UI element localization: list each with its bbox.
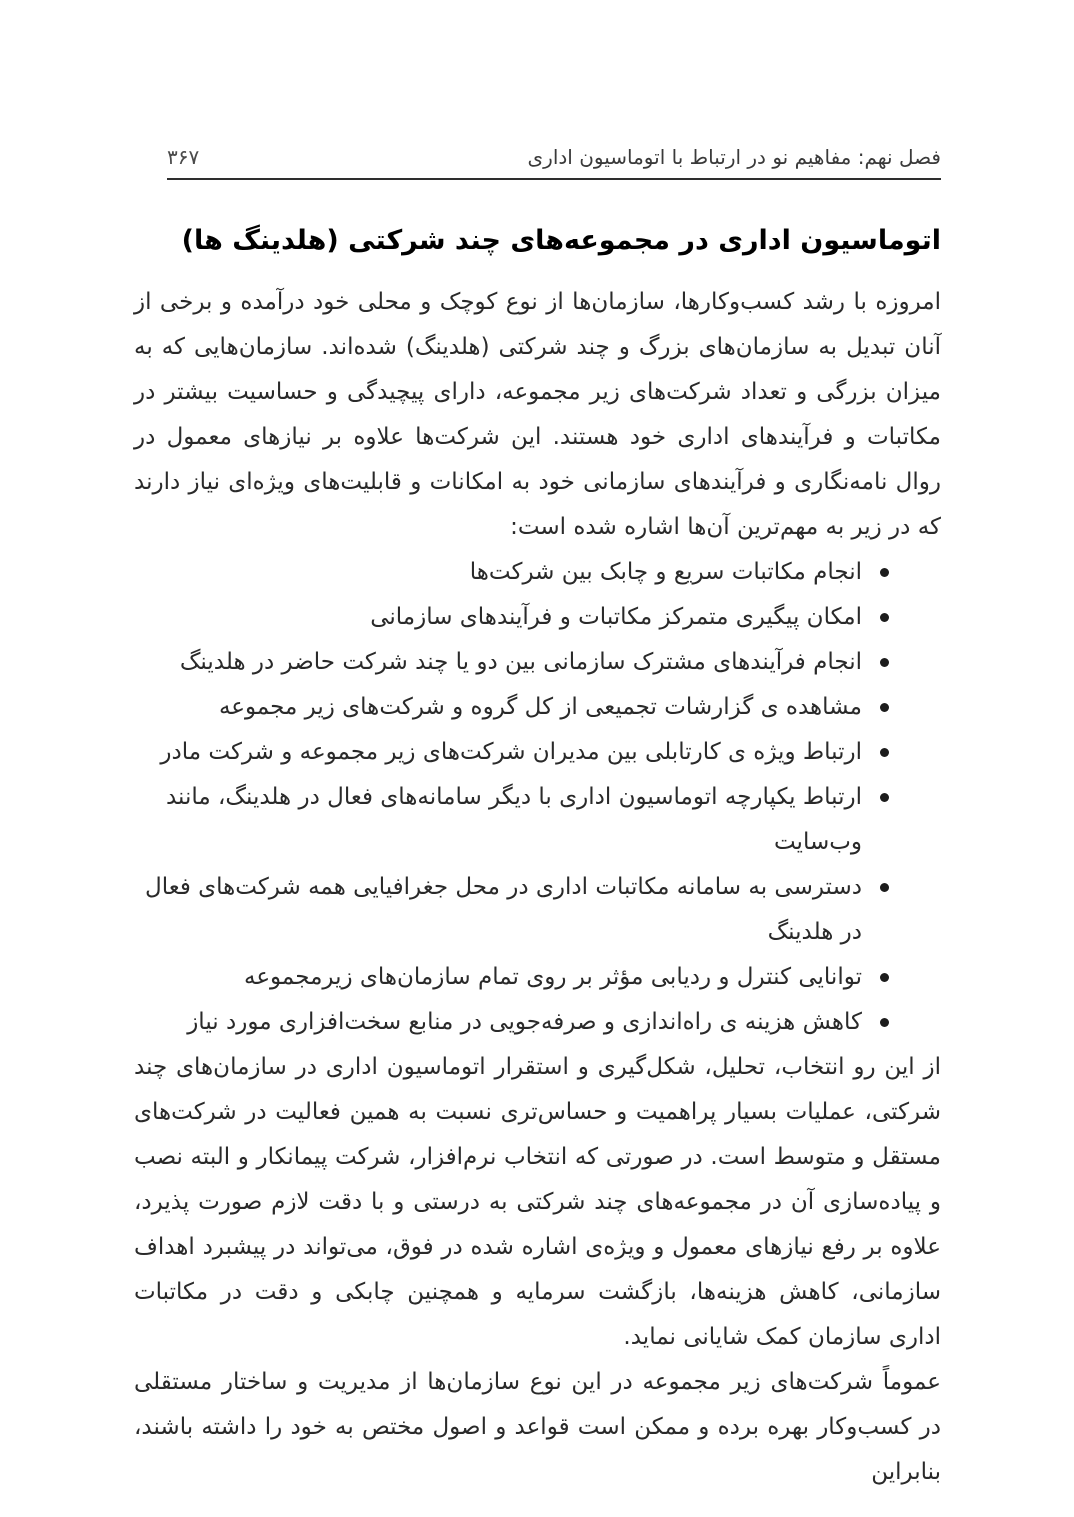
list-item — [134, 685, 941, 730]
list-item-text: کاهش هزینه ی راه‌اندازی و صرفه‌جویی در منابع سخت‌افزاری مورد نیاز — [187, 1009, 862, 1035]
list-item — [134, 595, 941, 640]
bullet-icon — [880, 793, 889, 802]
list-item — [134, 775, 941, 865]
paragraph-selection: از این رو انتخاب، تحلیل، شکل‌گیری و استقرار اتوماسیون اداری در سازمان‌های چند شرکتی، عملیات بسیار پراهمیت و حساس‌تری نسبت به همین فعالیت در شرکت‌های مستقل و متوسط است. در صورتی که انتخاب نرم‌افزار، شرکت پیمانکار و البته نصب و پیاده‌سازی آن در مجموعه‌های چند شرکتی به درستی و با دقت لازم صورت پذیرد، علاوه بر رفع نیازهای معمول و ویژه‌ی اشاره شده در فوق، می‌تواند در پیشبرد اهداف سازمانی، کاهش هزینه‌ها، بازگشت سرمایه و همچنین چابکی و دقت در مکاتبات اداری سازمان کمک شایانی نماید. — [134, 1054, 941, 1350]
list-item-text: انجام مکاتبات سریع و چابک بین شرکت‌ها — [469, 559, 862, 585]
list-item — [134, 550, 941, 595]
list-item — [134, 730, 941, 775]
list-item-text: توانایی کنترل و ردیابی مؤثر بر روی تمام سازمان‌های زیرمجموعه — [243, 964, 862, 990]
page-number: ۳۶۷ — [167, 145, 200, 169]
header-rule — [167, 178, 941, 180]
list-item-text: امکان پیگیری متمرکز مکاتبات و فرآیندهای سازمانی — [370, 604, 862, 630]
list-item — [134, 1000, 941, 1045]
bullet-icon — [880, 568, 889, 577]
paragraph-intro: امروزه با رشد کسب‌وکارها، سازمان‌ها از نوع کوچک و محلی خود درآمده و برخی از آنان تبدیل به سازمان‌های بزرگ و چند شرکتی (هلدینگ) شده‌اند. سازمان‌هایی که به میزان بزرگی و تعداد شرکت‌های زیر مجموعه، دارای پیچیدگی و حساسیت بیشتر در مکاتبات و فرآیندهای اداری خود هستند. این شرکت‌ها علاوه بر نیازهای معمول در روال نامه‌نگاری و فرآیندهای سازمانی خود به امکانات و قابلیت‌های ویژه‌ای نیاز دارند که در زیر به مهم‌ترین آن‌ها اشاره شده است: — [134, 289, 941, 540]
bullet-icon — [880, 883, 889, 892]
section-heading: اتوماسیون اداری در مجموعه‌های چند شرکتی (هلدینگ ها) — [181, 225, 941, 256]
paragraph-subsidiaries: عموماً شرکت‌های زیر مجموعه در این نوع سازمان‌ها از مدیریت و ساختار مستقلی در کسب‌وکار بهره برده و ممکن است قواعد و اصول مختص به خود را داشته باشند، بنابراین — [134, 1369, 941, 1485]
list-item-text: ارتباط یکپارچه اتوماسیون اداری با دیگر سامانه‌های فعال در هلدینگ، مانند وب‌سایت — [165, 784, 862, 855]
list-item — [134, 640, 941, 685]
list-item-text: انجام فرآیندهای مشترک سازمانی بین دو یا چند شرکت حاضر در هلدینگ — [179, 649, 862, 675]
bullet-icon — [880, 703, 889, 712]
bullet-icon — [880, 748, 889, 757]
bullet-icon — [880, 973, 889, 982]
bullet-icon — [880, 1018, 889, 1027]
bullet-icon — [880, 658, 889, 667]
running-header — [134, 143, 941, 171]
list-item — [134, 865, 941, 955]
list-item-text: ارتباط ویژه ی کارتابلی بین مدیران شرکت‌های زیر مجموعه و شرکت مادر — [160, 739, 862, 765]
running-header-title: فصل نهم: مفاهیم نو در ارتباط با اتوماسیون اداری — [527, 145, 941, 169]
bullet-icon — [880, 613, 889, 622]
list-item — [134, 955, 941, 1000]
list-item-text: مشاهده ی گزارشات تجمیعی از کل گروه و شرکت‌های زیر مجموعه — [218, 694, 862, 720]
list-item-text: دسترسی به سامانه مکاتبات اداری در محل جغرافیایی همه شرکت‌های فعال در هلدینگ — [145, 874, 862, 945]
feature-list — [134, 550, 941, 1045]
